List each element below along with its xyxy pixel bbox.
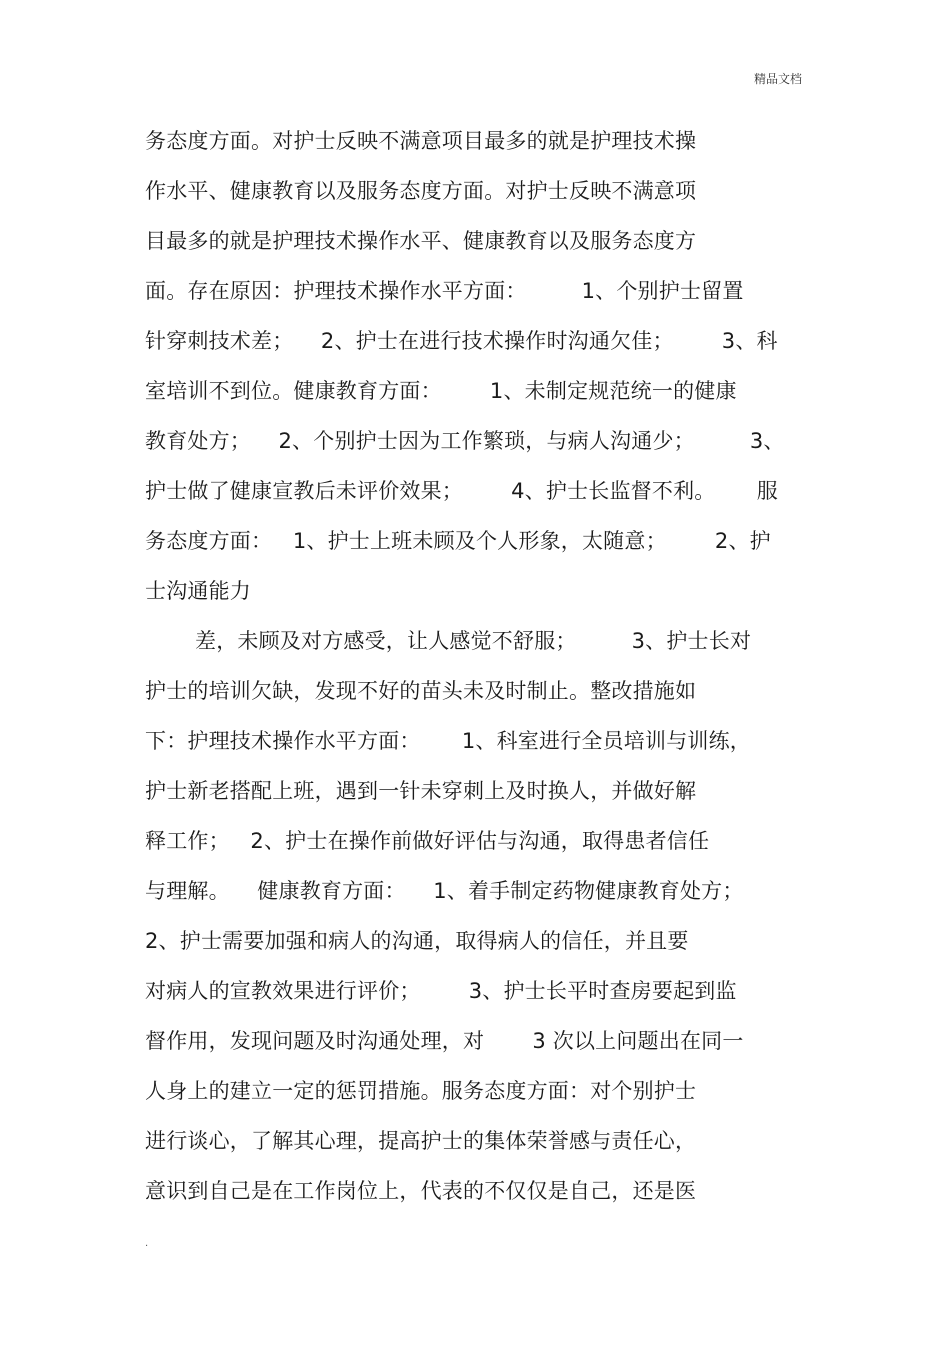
text-line: 目最多的就是护理技术操作水平、健康教育以及服务态度方 — [145, 229, 697, 253]
text-line: 意识到自己是在工作岗位上，代表的不仅仅是自己，还是医 — [145, 1179, 697, 1203]
text-line: 释工作； 2、护士在操作前做好评估与沟通，取得患者信任 — [145, 829, 710, 853]
header-label: 精品文档 — [753, 72, 802, 86]
text-line: 2、护士需要加强和病人的沟通，取得病人的信任，并且要 — [145, 929, 689, 953]
text-line: 与理解。 健康教育方面： 1、着手制定药物健康教育处方； — [145, 879, 744, 903]
text-line: 务态度方面。对护士反映不满意项目最多的就是护理技术操 — [145, 129, 697, 153]
text-line: 针穿刺技术差； 2、护士在进行技术操作时沟通欠佳； 3、科 — [145, 329, 778, 353]
text-line: 对病人的宣教效果进行评价； 3、护士长平时查房要起到监 — [145, 979, 737, 1003]
text-line: 室培训不到位。健康教育方面： 1、未制定规范统一的健康 — [145, 379, 737, 403]
text-line: 面。存在原因：护理技术操作水平方面： 1、个别护士留置 — [145, 279, 744, 303]
text-line: 护士做了健康宣教后未评价效果； 4、护士长监督不利。 服 — [145, 479, 778, 503]
text-line: 护士新老搭配上班，遇到一针未穿刺上及时换人，并做好解 — [145, 779, 697, 803]
text-line: 督作用，发现问题及时沟通处理，对 3 次以上问题出在同一 — [145, 1029, 744, 1053]
text-line: 教育处方； 2、个别护士因为工作繁琐，与病人沟通少； 3、 — [145, 429, 785, 453]
text-line: 护士的培训欠缺，发现不好的苗头未及时制止。整改措施如 — [145, 679, 697, 703]
text-line: 士沟通能力 — [145, 579, 251, 603]
footer-mark: . — [145, 1238, 149, 1249]
text-line: 进行谈心，了解其心理，提高护士的集体荣誉感与责任心， — [145, 1129, 697, 1153]
text-line: 人身上的建立一定的惩罚措施。服务态度方面：对个别护士 — [145, 1079, 697, 1103]
text-line: 下：护理技术操作水平方面： 1、科室进行全员培训与训练， — [145, 729, 752, 753]
text-line-indented: 差，未顾及对方感受，让人感觉不舒服； 3、护士长对 — [195, 629, 752, 653]
text-line: 务态度方面： 1、护士上班未顾及个人形象，太随意； 2、护 — [145, 529, 771, 553]
text-line: 作水平、健康教育以及服务态度方面。对护士反映不满意项 — [145, 179, 697, 203]
